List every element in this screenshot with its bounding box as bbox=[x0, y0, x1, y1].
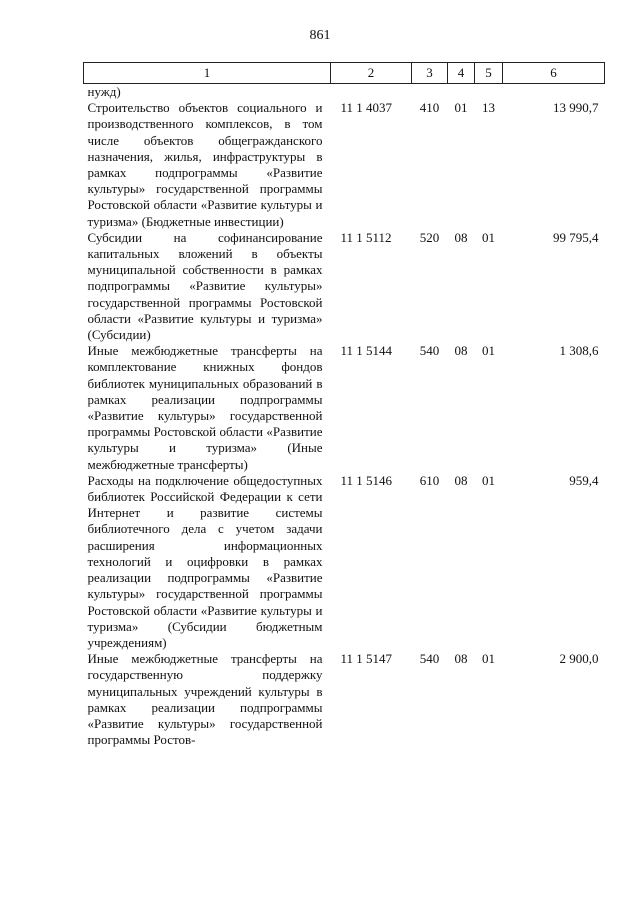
row-col-4: 08 bbox=[454, 343, 468, 359]
row-description: Строительство объектов социального и производственного комплексов, в том числе объектов общегражданского назначения, жилья, инфраструктуры в рамках подпрограммы «Развитие культуры» государственной программы Ростовской области «Развитие культуры и туризма» (Бюджетные инвестиции) bbox=[87, 100, 323, 229]
row-col-5: 01 bbox=[482, 229, 495, 245]
row-col-3: 520 bbox=[419, 229, 440, 245]
page-number: 861 bbox=[309, 28, 331, 43]
row-col-5: 01 bbox=[482, 651, 495, 667]
row-code: 11 1 5147 bbox=[340, 651, 393, 667]
row-code: 11 1 5112 bbox=[340, 229, 392, 245]
row-col-4: 01 bbox=[454, 100, 468, 116]
row-amount: 1 308,6 bbox=[559, 343, 599, 359]
row-col-3: 410 bbox=[419, 100, 440, 116]
header-col-3: 3 bbox=[412, 63, 448, 84]
row-description: Иные межбюджетные трансферты на комплектование книжных фондов библиотек муниципальных образований в рамках реализации подпрограммы «Развитие культуры» государственной программы Ростовской области «Развитие культуры и туризма» (Иные межбюджетные трансферты) bbox=[87, 343, 323, 472]
continuation-text: нужд) bbox=[87, 84, 121, 99]
row-col-4: 08 bbox=[454, 472, 468, 488]
row-amount: 13 990,7 bbox=[553, 100, 599, 116]
row-code: 11 1 4037 bbox=[340, 100, 393, 116]
row-col-4: 08 bbox=[454, 229, 468, 245]
row-col-5: 01 bbox=[482, 472, 495, 488]
row-amount: 99 795,4 bbox=[553, 229, 599, 245]
header-col-4: 4 bbox=[448, 63, 475, 84]
table-row bbox=[84, 473, 605, 651]
header-col-2: 2 bbox=[331, 63, 412, 84]
row-col-3: 540 bbox=[419, 343, 440, 359]
row-description: Иные межбюджетные трансферты на государственную поддержку муниципальных учреждений культуры в рамках реализации подпрограммы «Развитие культуры» государственной программы Ростов- bbox=[87, 651, 323, 748]
row-col-3: 540 bbox=[419, 651, 440, 667]
header-row bbox=[84, 63, 605, 84]
header-col-6: 6 bbox=[503, 63, 605, 84]
table-row bbox=[84, 100, 605, 230]
row-amount: 959,4 bbox=[569, 472, 599, 488]
row-amount: 2 900,0 bbox=[559, 651, 599, 667]
row-description: Расходы на подключение общедоступных библиотек Российской Федерации к сети Интернет и развитие системы библиотечного дела с учетом задачи расширения информационных технологий и оцифровки в рамках реализации подпрограммы «Развитие культуры» государственной программы Ростовской области «Развитие культуры и туризма» (Субсидии бюджетным учреждениям) bbox=[87, 472, 323, 650]
header-col-5: 5 bbox=[475, 63, 503, 84]
header-col-1: 1 bbox=[84, 63, 331, 84]
row-col-4: 08 bbox=[454, 651, 468, 667]
row-code: 11 1 5146 bbox=[340, 472, 393, 488]
row-col-5: 01 bbox=[482, 343, 495, 359]
table-row bbox=[84, 343, 605, 473]
row-col-5: 13 bbox=[482, 100, 495, 116]
budget-table bbox=[83, 62, 605, 748]
row-description: Субсидии на софинансирование капитальных вложений в объекты муниципальной собственности в рамках подпрограммы «Развитие культуры» государственной программы Ростовской области «Развитие культуры и туризма» (Субсидии) bbox=[87, 229, 323, 343]
table-row bbox=[84, 651, 605, 748]
table-row bbox=[84, 230, 605, 343]
continuation-row bbox=[84, 84, 605, 101]
row-code: 11 1 5144 bbox=[340, 343, 393, 359]
row-col-3: 610 bbox=[419, 472, 440, 488]
